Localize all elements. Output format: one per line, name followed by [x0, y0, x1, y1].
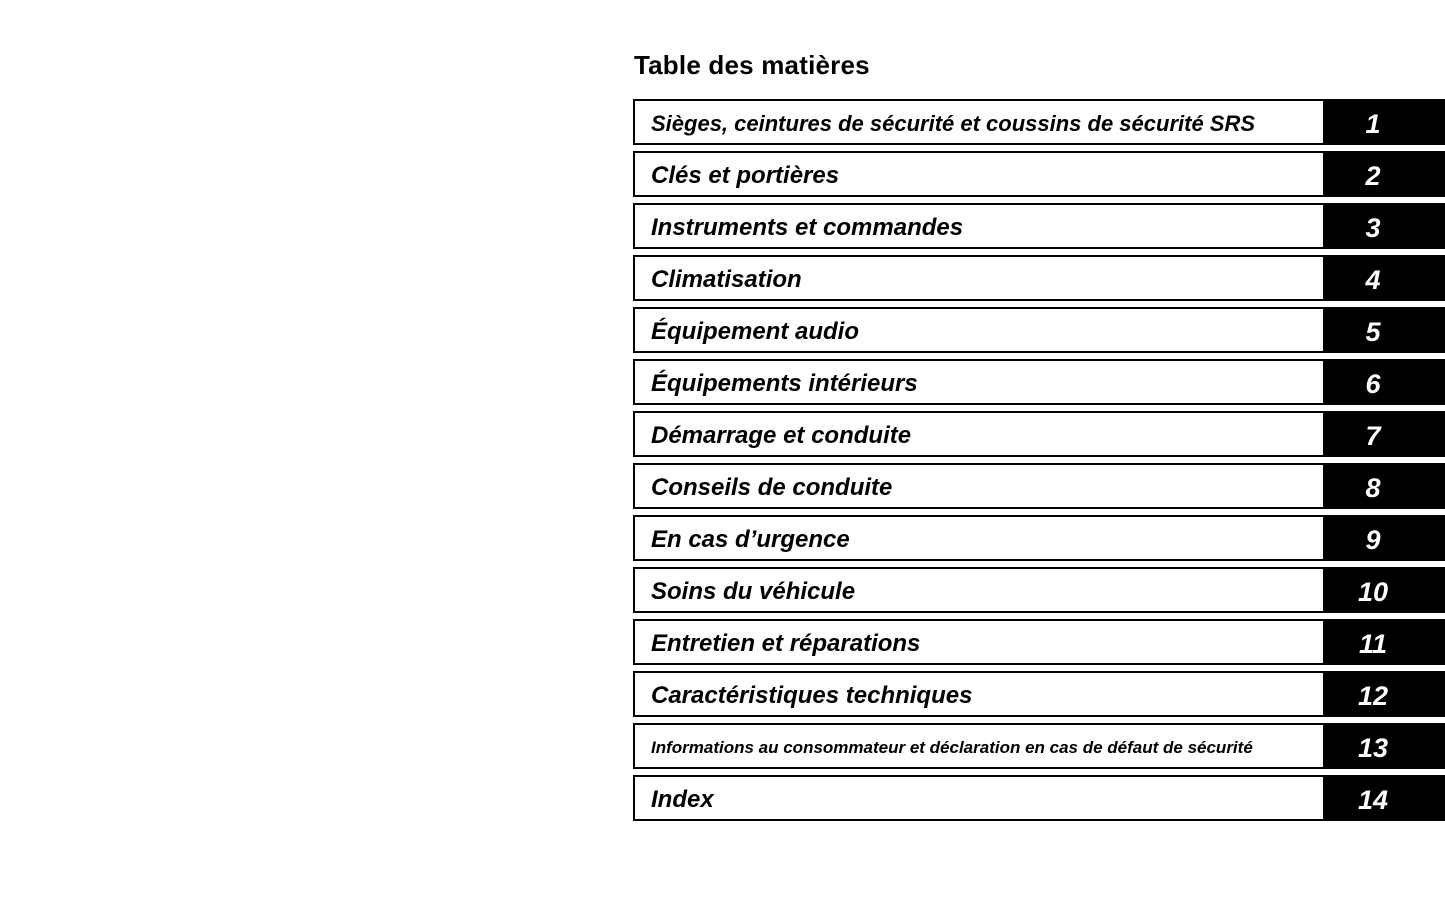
- toc-entry-demarrage[interactable]: [633, 411, 1445, 457]
- toc-entry-conseils[interactable]: [633, 463, 1445, 509]
- toc-entry-label: Clés et portières: [651, 162, 840, 189]
- section-tab[interactable]: [1325, 255, 1445, 301]
- toc-entry-label: Index: [651, 786, 714, 813]
- section-number: 11: [1358, 629, 1388, 659]
- toc-entry-cles[interactable]: [633, 151, 1445, 197]
- section-tab[interactable]: [1325, 99, 1445, 145]
- toc-entry-climatisation[interactable]: [633, 255, 1445, 301]
- toc-entry-entretien[interactable]: [633, 619, 1445, 665]
- section-number: 12: [1357, 681, 1389, 711]
- toc-entry-label: Conseils de conduite: [651, 474, 893, 501]
- toc-entry-label: Démarrage et conduite: [651, 422, 912, 449]
- toc-entry-label: Instruments et commandes: [651, 214, 964, 241]
- toc-entry-urgence[interactable]: [633, 515, 1445, 561]
- toc-entry-label: Sièges, ceintures de sécurité et coussins de sécurité SRS: [651, 111, 1256, 136]
- toc-entry-box: [633, 411, 1325, 457]
- toc-entry-box: [633, 463, 1325, 509]
- toc-entry-informations[interactable]: [633, 723, 1445, 769]
- section-tab[interactable]: [1325, 411, 1445, 457]
- toc-entry-box: [633, 359, 1325, 405]
- toc-entry-instruments[interactable]: [633, 203, 1445, 249]
- toc-entry-caracteristiques[interactable]: [633, 671, 1445, 717]
- section-number: 14: [1357, 785, 1389, 815]
- section-number: 3: [1365, 213, 1381, 243]
- toc-entry-label: Caractéristiques techniques: [651, 682, 973, 709]
- toc-entry-label: Soins du véhicule: [651, 578, 856, 605]
- section-tab[interactable]: [1325, 515, 1445, 561]
- section-number: 7: [1365, 421, 1381, 451]
- toc-entry-label: Entretien et réparations: [651, 630, 921, 657]
- section-tab[interactable]: [1325, 723, 1445, 769]
- section-number: 10: [1357, 577, 1389, 607]
- toc-entry-interieurs[interactable]: [633, 359, 1445, 405]
- toc-entry-box: [633, 99, 1325, 145]
- toc-entry-audio[interactable]: [633, 307, 1445, 353]
- toc-entry-box: [633, 671, 1325, 717]
- page-title: Table des matières: [634, 50, 870, 80]
- toc-entry-soins[interactable]: [633, 567, 1445, 613]
- section-tab[interactable]: [1325, 567, 1445, 613]
- toc-entry-box: [633, 151, 1325, 197]
- section-number: 2: [1365, 161, 1381, 191]
- section-tab[interactable]: [1325, 359, 1445, 405]
- toc-entry-box: [633, 619, 1325, 665]
- section-number: 9: [1365, 525, 1381, 555]
- toc-entry-box: [633, 775, 1325, 821]
- section-tab[interactable]: [1325, 619, 1445, 665]
- section-number: 13: [1357, 733, 1389, 763]
- toc-entry-box: [633, 307, 1325, 353]
- section-tab[interactable]: [1325, 671, 1445, 717]
- section-number: 6: [1365, 369, 1381, 399]
- toc-entry-label: Informations au consommateur et déclaration en cas de défaut de sécurité: [651, 738, 1253, 757]
- section-number: 4: [1365, 265, 1381, 295]
- toc-entry-box: [633, 567, 1325, 613]
- table-of-contents: [633, 99, 1445, 827]
- section-number: 5: [1365, 317, 1381, 347]
- toc-entry-box: [633, 255, 1325, 301]
- toc-entry-box: [633, 723, 1325, 769]
- section-number: 8: [1365, 473, 1381, 503]
- toc-entry-sieges[interactable]: [633, 99, 1445, 145]
- toc-entry-label: Équipements intérieurs: [651, 370, 918, 397]
- section-number: 1: [1365, 109, 1381, 139]
- section-tab[interactable]: [1325, 463, 1445, 509]
- toc-entry-box: [633, 203, 1325, 249]
- toc-entry-label: En cas d’urgence: [651, 526, 850, 553]
- section-tab[interactable]: [1325, 151, 1445, 197]
- section-tab[interactable]: [1325, 775, 1445, 821]
- toc-entry-index[interactable]: [633, 775, 1445, 821]
- toc-entry-label: Climatisation: [651, 266, 802, 293]
- toc-entry-box: [633, 515, 1325, 561]
- toc-entry-label: Équipement audio: [651, 318, 860, 345]
- section-tab[interactable]: [1325, 203, 1445, 249]
- section-tab[interactable]: [1325, 307, 1445, 353]
